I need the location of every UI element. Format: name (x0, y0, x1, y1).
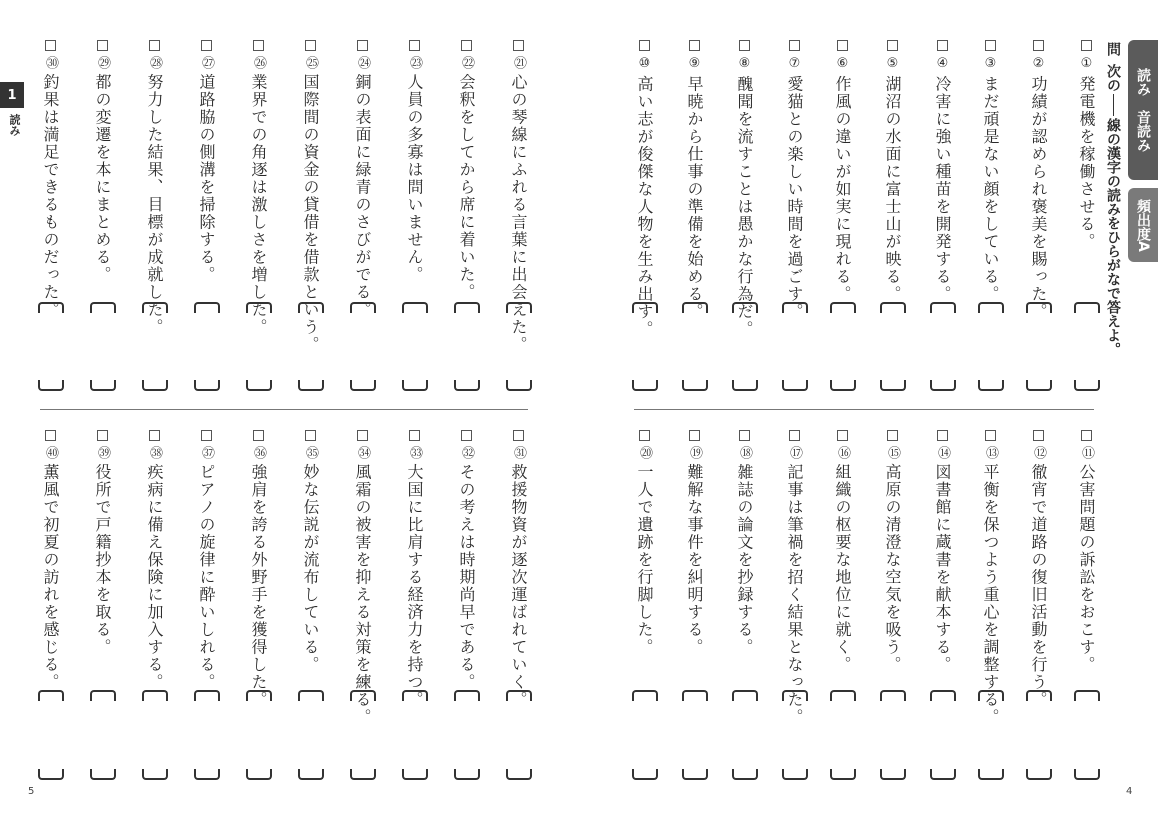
checkbox-icon[interactable] (201, 40, 212, 51)
checkbox-icon[interactable] (887, 40, 898, 51)
question-text: その考えは時期尚早である。 (457, 463, 476, 691)
question-text: 強肩を誇る外野手を獲得した。 (249, 463, 268, 709)
checkbox-icon[interactable] (513, 430, 524, 441)
answer-bracket-top[interactable] (454, 302, 480, 313)
question-number: ⑦ (787, 56, 802, 73)
checkbox-icon[interactable] (1033, 430, 1044, 441)
checkbox-icon[interactable] (409, 430, 420, 441)
question-number: ㊵ (43, 446, 58, 461)
question-item (834, 40, 850, 303)
checkbox-icon[interactable] (45, 430, 56, 441)
question-item (250, 430, 266, 709)
question-item (736, 40, 752, 338)
checkbox-icon[interactable] (789, 40, 800, 51)
checkbox-icon[interactable] (689, 430, 700, 441)
checkbox-icon[interactable] (357, 40, 368, 51)
answer-bracket-bottom[interactable] (830, 380, 856, 391)
question-text: 釣果は満足できるものだった。 (41, 73, 60, 319)
answer-bracket-top[interactable] (194, 690, 220, 701)
checkbox-icon[interactable] (639, 430, 650, 441)
question-number: ㉞ (355, 446, 370, 461)
question-text: 愛猫との楽しい時間を過ごす。 (785, 75, 804, 321)
question-text: 難解な事件を糾明する。 (685, 463, 704, 656)
question-item (42, 40, 58, 319)
answer-bracket-bottom[interactable] (732, 380, 758, 391)
question-text: 功績が認められ褒美を賜った。 (1029, 75, 1048, 321)
question-number: ⑳ (637, 446, 652, 461)
checkbox-icon[interactable] (1081, 430, 1092, 441)
question-item (198, 430, 214, 691)
answer-bracket-top[interactable] (454, 690, 480, 701)
question-text: 一人で遺跡を行脚した。 (635, 463, 654, 656)
answer-bracket-top[interactable] (782, 690, 808, 701)
tab-yomi-onyomi: 読み 音読み (1128, 40, 1158, 180)
checkbox-icon[interactable] (149, 40, 160, 51)
answer-bracket-top[interactable] (506, 690, 532, 701)
answer-bracket-bottom[interactable] (880, 769, 906, 780)
instruction (1106, 42, 1120, 356)
answer-bracket-top[interactable] (732, 302, 758, 313)
question-text: 雑誌の論文を抄録する。 (735, 463, 754, 656)
checkbox-icon[interactable] (985, 40, 996, 51)
answer-bracket-bottom[interactable] (506, 769, 532, 780)
answer-bracket-top[interactable] (298, 690, 324, 701)
question-item (884, 40, 900, 303)
checkbox-icon[interactable] (837, 40, 848, 51)
answer-bracket-bottom[interactable] (632, 380, 658, 391)
question-number: ⑲ (687, 446, 702, 461)
question-text: 大国に比肩する経済力を持つ。 (405, 463, 424, 709)
question-item (934, 40, 950, 303)
question-text: ピアノの旋律に酔いしれる。 (197, 463, 216, 691)
checkbox-icon[interactable] (937, 40, 948, 51)
answer-bracket-top[interactable] (402, 302, 428, 313)
answer-bracket-top[interactable] (1074, 690, 1100, 701)
answer-bracket-top[interactable] (830, 690, 856, 701)
question-text: 風霜の被害を抑える対策を練る。 (353, 463, 372, 726)
checkbox-icon[interactable] (253, 430, 264, 441)
checkbox-icon[interactable] (45, 40, 56, 51)
answer-bracket-top[interactable] (632, 690, 658, 701)
page-number-left: 5 (28, 786, 35, 797)
instruction-suffix: 線の漢字の読みをひらがなで答えよ。 (1105, 118, 1121, 356)
question-text: 図書館に蔵書を献本する。 (933, 463, 952, 674)
question-text: 救援物資が逐次運ばれていく。 (509, 463, 528, 709)
chapter-number: 1 (0, 82, 24, 108)
checkbox-icon[interactable] (789, 430, 800, 441)
question-number: ㊴ (95, 446, 110, 461)
checkbox-icon[interactable] (409, 40, 420, 51)
answer-bracket-top[interactable] (782, 302, 808, 313)
question-number: ㉙ (95, 56, 110, 71)
answer-bracket-top[interactable] (142, 690, 168, 701)
question-item (1030, 430, 1046, 709)
question-number: ㉔ (355, 56, 370, 71)
question-item (198, 40, 214, 284)
question-item (736, 430, 752, 656)
checkbox-icon[interactable] (97, 430, 108, 441)
answer-bracket-bottom[interactable] (506, 380, 532, 391)
question-item (406, 40, 422, 284)
answer-bracket-bottom[interactable] (1074, 769, 1100, 780)
question-text: まだ頑是ない顔をしている。 (981, 75, 1000, 303)
answer-bracket-bottom[interactable] (194, 769, 220, 780)
checkbox-icon[interactable] (97, 40, 108, 51)
question-text: 業界での角逐は激しさを増した。 (249, 73, 268, 336)
answer-bracket-top[interactable] (90, 690, 116, 701)
answer-bracket-bottom[interactable] (782, 769, 808, 780)
question-text: 記事は筆禍を招く結果となった。 (785, 463, 804, 726)
question-text: 平衡を保つよう重心を調整する。 (981, 463, 1000, 726)
answer-bracket-top[interactable] (930, 302, 956, 313)
answer-bracket-bottom[interactable] (930, 380, 956, 391)
question-text: 冷害に強い種苗を開発する。 (933, 75, 952, 303)
question-text: 高原の清澄な空気を吸う。 (883, 463, 902, 674)
checkbox-icon[interactable] (253, 40, 264, 51)
answer-bracket-bottom[interactable] (246, 380, 272, 391)
checkbox-icon[interactable] (837, 430, 848, 441)
question-number: ⑯ (835, 446, 850, 461)
question-text: 妙な伝説が流布している。 (301, 463, 320, 674)
question-number: ㉑ (511, 56, 526, 71)
question-number: ㉒ (459, 56, 474, 71)
checkbox-icon[interactable] (1033, 40, 1044, 51)
question-item (146, 430, 162, 691)
question-number: ⑫ (1031, 446, 1046, 461)
answer-bracket-top[interactable] (298, 302, 324, 313)
question-number: ⑥ (835, 56, 850, 73)
checkbox-icon[interactable] (149, 430, 160, 441)
checkbox-icon[interactable] (513, 40, 524, 51)
question-item (146, 40, 162, 336)
answer-bracket-top[interactable] (1026, 690, 1052, 701)
checkbox-icon[interactable] (887, 430, 898, 441)
answer-bracket-top[interactable] (402, 690, 428, 701)
question-number: ㊲ (199, 446, 214, 461)
answer-bracket-bottom[interactable] (38, 769, 64, 780)
question-number: ㉕ (303, 56, 318, 71)
answer-bracket-top[interactable] (194, 302, 220, 313)
answer-bracket-bottom[interactable] (682, 769, 708, 780)
checkbox-icon[interactable] (639, 40, 650, 51)
answer-bracket-bottom[interactable] (930, 769, 956, 780)
answer-bracket-top[interactable] (880, 302, 906, 313)
question-number: ⑤ (885, 56, 900, 73)
question-number: ⑱ (737, 446, 752, 461)
answer-bracket-top[interactable] (1026, 302, 1052, 313)
answer-bracket-bottom[interactable] (1026, 769, 1052, 780)
question-number: ㉓ (407, 56, 422, 71)
answer-bracket-top[interactable] (90, 302, 116, 313)
answer-bracket-bottom[interactable] (298, 769, 324, 780)
question-text: 銅の表面に緑青のさびがでる。 (353, 73, 372, 319)
answer-bracket-top[interactable] (830, 302, 856, 313)
question-number: ㉝ (407, 446, 422, 461)
answer-bracket-bottom[interactable] (350, 380, 376, 391)
question-number: ㉗ (199, 56, 214, 71)
question-text: 作風の違いが如実に現れる。 (833, 75, 852, 303)
question-text: 努力した結果、目標が成就した。 (145, 73, 164, 336)
question-text: 役所で戸籍抄本を取る。 (93, 463, 112, 656)
question-item (884, 430, 900, 674)
answer-bracket-bottom[interactable] (350, 769, 376, 780)
answer-bracket-top[interactable] (880, 690, 906, 701)
answer-bracket-top[interactable] (246, 690, 272, 701)
answer-bracket-top[interactable] (506, 302, 532, 313)
answer-bracket-bottom[interactable] (298, 380, 324, 391)
question-number: ④ (935, 56, 950, 73)
question-number: ② (1031, 56, 1046, 73)
question-item (458, 430, 474, 691)
question-number: ㉜ (459, 446, 474, 461)
answer-bracket-top[interactable] (732, 690, 758, 701)
page-number-right: 4 (1126, 786, 1133, 797)
answer-bracket-bottom[interactable] (632, 769, 658, 780)
mon-label: 問 (1105, 42, 1121, 56)
question-number: ㊳ (147, 446, 162, 461)
question-text: 早暁から仕事の準備を始める。 (685, 75, 704, 321)
question-text: 国際間の資金の貸借を借款という。 (301, 73, 320, 354)
question-item (686, 40, 702, 321)
question-item (1078, 40, 1094, 251)
question-text: 薫風で初夏の訪れを感じる。 (41, 463, 60, 691)
answer-bracket-bottom[interactable] (830, 769, 856, 780)
answer-bracket-top[interactable] (978, 690, 1004, 701)
question-item (42, 430, 58, 691)
checkbox-icon[interactable] (357, 430, 368, 441)
question-text: 組織の枢要な地位に就く。 (833, 463, 852, 674)
checkbox-icon[interactable] (305, 40, 316, 51)
answer-bracket-bottom[interactable] (1026, 380, 1052, 391)
question-number: ㊱ (251, 446, 266, 461)
question-number: ⑭ (935, 446, 950, 461)
instruction-prefix: 次の (1105, 64, 1121, 92)
answer-bracket-bottom[interactable] (402, 769, 428, 780)
answer-bracket-top[interactable] (246, 302, 272, 313)
question-item (982, 40, 998, 303)
question-text: 会釈をしてから席に着いた。 (457, 73, 476, 301)
answer-bracket-bottom[interactable] (978, 769, 1004, 780)
question-number: ⑨ (687, 56, 702, 73)
question-text: 発電機を稼働させる。 (1077, 75, 1096, 251)
question-item (302, 430, 318, 674)
answer-bracket-top[interactable] (1074, 302, 1100, 313)
question-item (354, 40, 370, 319)
answer-bracket-top[interactable] (978, 302, 1004, 313)
question-number: ③ (983, 56, 998, 73)
answer-bracket-bottom[interactable] (454, 769, 480, 780)
answer-bracket-top[interactable] (632, 302, 658, 313)
question-item (250, 40, 266, 336)
answer-bracket-bottom[interactable] (142, 769, 168, 780)
answer-bracket-bottom[interactable] (194, 380, 220, 391)
question-item (94, 430, 110, 656)
question-item (834, 430, 850, 674)
checkbox-icon[interactable] (201, 430, 212, 441)
checkbox-icon[interactable] (937, 430, 948, 441)
answer-bracket-top[interactable] (682, 690, 708, 701)
question-text: 心の琴線にふれる言葉に出会えた。 (509, 73, 528, 354)
answer-bracket-top[interactable] (350, 690, 376, 701)
question-item (934, 430, 950, 674)
question-text: 徹宵で道路の復旧活動を行う。 (1029, 463, 1048, 709)
answer-bracket-top[interactable] (142, 302, 168, 313)
answer-bracket-top[interactable] (682, 302, 708, 313)
question-number: ⑰ (787, 446, 802, 461)
answer-bracket-bottom[interactable] (454, 380, 480, 391)
question-text: 疾病に備え保険に加入する。 (145, 463, 164, 691)
question-item (636, 40, 652, 338)
answer-bracket-top[interactable] (350, 302, 376, 313)
checkbox-icon[interactable] (985, 430, 996, 441)
question-text: 公害問題の訴訟をおこす。 (1077, 463, 1096, 674)
underline-mark (1113, 94, 1114, 116)
question-text: 都の変遷を本にまとめる。 (93, 73, 112, 284)
question-number: ㉖ (251, 56, 266, 71)
question-number: ⑪ (1079, 446, 1094, 461)
divider-left (40, 409, 528, 410)
question-item (1078, 430, 1094, 674)
checkbox-icon[interactable] (461, 430, 472, 441)
question-item (406, 430, 422, 709)
question-number: ㉘ (147, 56, 162, 71)
question-text: 高い志が俊傑な人物を生み出す。 (635, 75, 654, 338)
answer-bracket-bottom[interactable] (90, 380, 116, 391)
question-number: ⑩ (637, 56, 652, 73)
checkbox-icon[interactable] (689, 40, 700, 51)
answer-bracket-top[interactable] (38, 690, 64, 701)
question-number: ① (1079, 56, 1094, 73)
question-item (786, 430, 802, 726)
answer-bracket-bottom[interactable] (880, 380, 906, 391)
question-item (686, 430, 702, 656)
checkbox-icon[interactable] (739, 430, 750, 441)
checkbox-icon[interactable] (739, 40, 750, 51)
checkbox-icon[interactable] (305, 430, 316, 441)
question-number: ㉟ (303, 446, 318, 461)
question-item (94, 40, 110, 284)
answer-bracket-bottom[interactable] (246, 769, 272, 780)
question-item (458, 40, 474, 301)
question-item (354, 430, 370, 726)
question-number: ⑧ (737, 56, 752, 73)
question-item (636, 430, 652, 656)
divider-right (634, 409, 1094, 410)
answer-bracket-bottom[interactable] (142, 380, 168, 391)
question-number: ⑬ (983, 446, 998, 461)
answer-bracket-bottom[interactable] (1074, 380, 1100, 391)
question-item (982, 430, 998, 726)
answer-bracket-bottom[interactable] (978, 380, 1004, 391)
question-text: 人員の多寡は問いません。 (405, 73, 424, 284)
tab-frequency: 頻出度A (1128, 188, 1158, 262)
answer-bracket-bottom[interactable] (90, 769, 116, 780)
answer-bracket-bottom[interactable] (782, 380, 808, 391)
question-item (1030, 40, 1046, 321)
answer-bracket-bottom[interactable] (732, 769, 758, 780)
question-text: 湖沼の水面に富士山が映る。 (883, 75, 902, 303)
answer-bracket-top[interactable] (930, 690, 956, 701)
answer-bracket-bottom[interactable] (38, 380, 64, 391)
question-item (510, 430, 526, 709)
checkbox-icon[interactable] (461, 40, 472, 51)
question-item (786, 40, 802, 321)
checkbox-icon[interactable] (1081, 40, 1092, 51)
question-number: ㉚ (43, 56, 58, 71)
question-number: ⑮ (885, 446, 900, 461)
answer-bracket-top[interactable] (38, 302, 64, 313)
answer-bracket-bottom[interactable] (402, 380, 428, 391)
question-text: 道路脇の側溝を掃除する。 (197, 73, 216, 284)
answer-bracket-bottom[interactable] (682, 380, 708, 391)
question-text: 醜聞を流すことは愚かな行為だ。 (735, 75, 754, 338)
question-number: ㉛ (511, 446, 526, 461)
chapter-label: 読み (8, 114, 21, 136)
